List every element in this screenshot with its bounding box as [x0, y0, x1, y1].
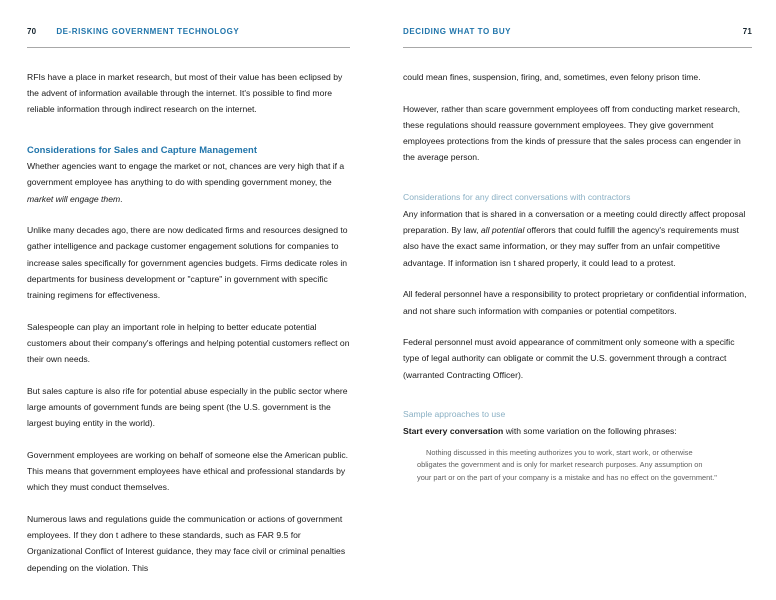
- text-column-left: [27, 69, 350, 576]
- heading-sales-capture-management: Considerations for Sales and Capture Management: [27, 144, 257, 156]
- header-rule-left: [27, 47, 350, 48]
- page-right: [388, 0, 776, 600]
- page-number-right: 71: [742, 27, 752, 36]
- paragraph-avoid-commitment: Federal personnel must avoid appearance of commitment only someone with a specific type of legal authority can obligate or commit the U.S. government through a contract (warranted Contracting Officer).: [403, 337, 735, 380]
- paragraph-dedicated-firms: Unlike many decades ago, there are now dedicated firms and resources designed to gather intelligence and package customer engagement solutions for companies to increase sales specifically for government agencies budgets. Firms dedicate roles in departments for business development or "capture" in government with specific training regimens for effectiveness.: [27, 225, 348, 301]
- spacer: [403, 398, 752, 407]
- paragraph-start-every-conversation: [403, 423, 752, 439]
- paragraph-market-will-engage: [27, 158, 350, 207]
- page-number-left: 70: [27, 27, 37, 36]
- paragraph-text-part2: offerors that could fulfill the agency's requirements must also have the exact same information, or they may suffer from an unfair competitive advantage. If information isn t shared properly, it could lead to a protest.: [403, 225, 739, 268]
- blockquote-sample-script: Nothing discussed in this meeting authorizes you to work, start work, or otherwise obligates the government and is only for market research purposes. Any assumption on your part or on the part of your company is a mistake and has no effect on the government.": [417, 447, 717, 482]
- paragraph-penalties-continued: could mean fines, suspension, firing, and, sometimes, even felony prison time.: [403, 72, 701, 82]
- paragraph-sales-capture-abuse: But sales capture is also rife for potential abuse especially in the public sector where large amounts of government funds are being spent (the U.S. government is the largest buying entity in the world).: [27, 385, 348, 429]
- bold-start-every-conversation: Start every conversation: [403, 426, 504, 437]
- text-column-right: [403, 69, 752, 484]
- paragraph-text-part2: .: [120, 193, 123, 204]
- running-head-left: [27, 28, 350, 42]
- running-title-right: DECIDING WHAT TO BUY: [403, 27, 512, 36]
- paragraph-protect-proprietary: All federal personnel have a responsibility to protect proprietary or confidential information, and not share such information with companies or potential competitors.: [403, 289, 747, 316]
- header-rule-right: [403, 47, 752, 48]
- paragraph-text-rest: with some variation on the following phrases:: [503, 426, 677, 437]
- paragraph-laws-and-regulations: Numerous laws and regulations guide the communication or actions of government employees. If they don t adhere to these standards, such as FAR 9.5 for Organizational Conflict of Interest guidance, they may face civil or criminal penalties depending on the violation. This: [27, 514, 346, 573]
- paragraph-regulations-reassure: However, rather than scare government employees off from conducting market research, these regulations should reassure government employees. They give government employees protections from the kinds of pressure that the sales process can engender in the average person.: [403, 103, 741, 163]
- emphasis-market-will-engage-them: market will engage them: [27, 193, 121, 204]
- heading-direct-conversations: Considerations for any direct conversations with contractors: [403, 192, 631, 203]
- emphasis-all-potential: all potential: [480, 225, 525, 236]
- running-head-right: [403, 28, 752, 42]
- running-title-left: DE-RISKING GOVERNMENT TECHNOLOGY: [56, 27, 240, 36]
- paragraph-salespeople-role: Salespeople can play an important role in helping to better educate potential customers about their company's offerings and helping potential customers reflect on their own needs.: [27, 321, 350, 365]
- paragraph-text-part1: Any information that is shared in a conversation or a meeting could directly affect proposal preparation. By law,: [403, 209, 746, 236]
- heading-sample-approaches: Sample approaches to use: [403, 409, 506, 420]
- paragraph-government-employees-behalf: Government employees are working on behalf of someone else the American public. This means that government employees have ethical and professional standards by which they must conduct themselves.: [27, 449, 349, 493]
- paragraph-text-part1: Whether agencies want to engage the market or not, chances are very high that if a government employee has anything to do with spending government money, the: [27, 161, 345, 188]
- spacer: [27, 133, 350, 142]
- spacer: [403, 181, 752, 190]
- paragraph-shared-information: [403, 206, 752, 271]
- paragraph-rfi-value: RFIs have a place in market research, but most of their value has been eclipsed by the advent of information available through the internet. It's possible to find more reliable information through indirect research on the internet.: [27, 72, 343, 115]
